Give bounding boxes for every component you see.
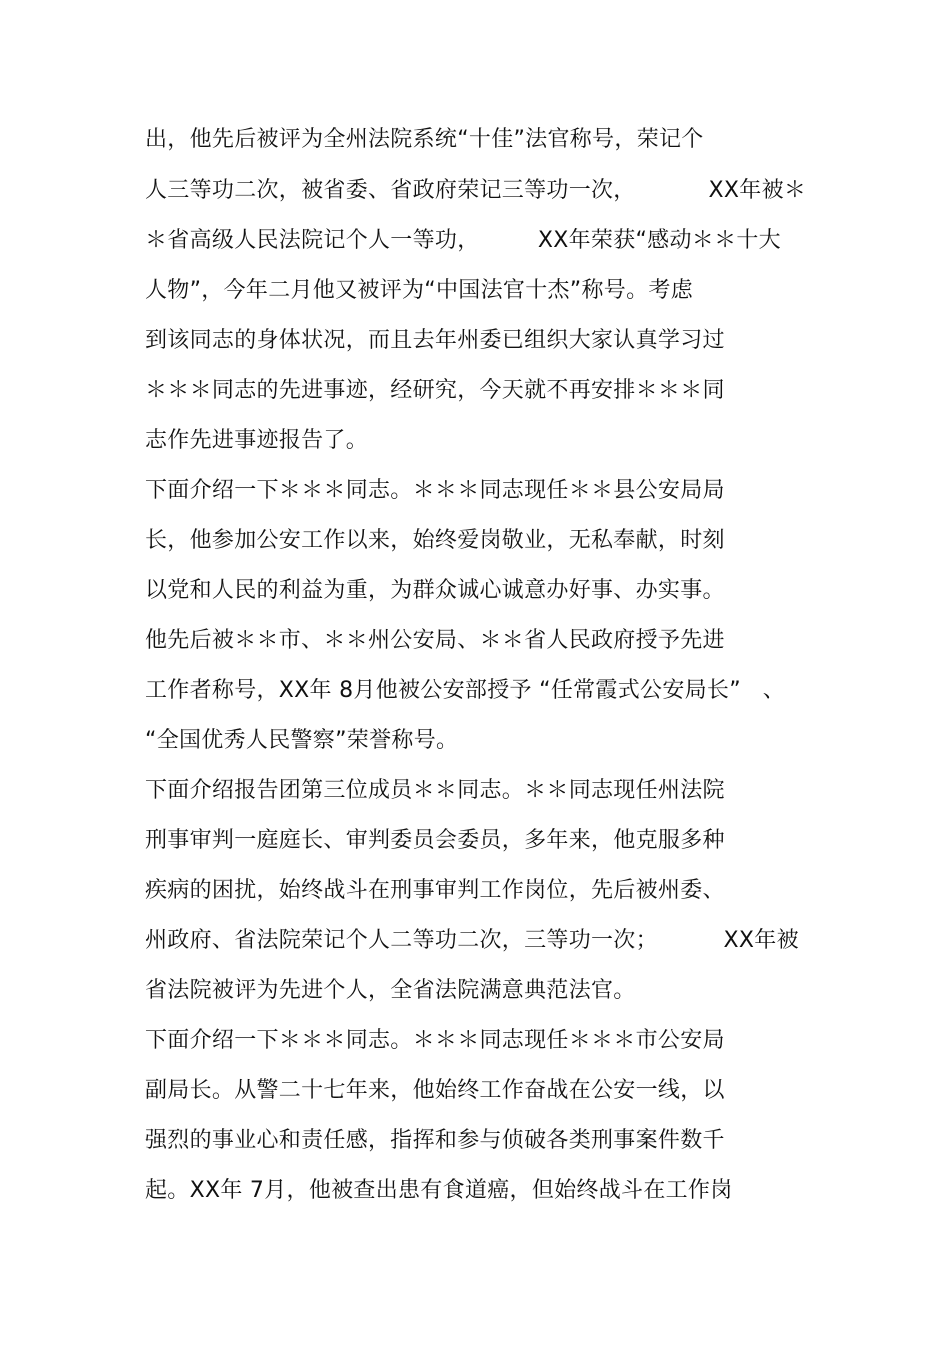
text-line: 以党和人民的利益为重，为群众诚心诚意办好事、办实事。 bbox=[145, 578, 725, 603]
text-line: 起。XX年 7月，他被查出患有食道癌，但始终战斗在工作岗 bbox=[145, 1178, 733, 1203]
text-line: ＊省高级人民法院记个人一等功， XX年荣获“感动＊＊十大 bbox=[145, 228, 781, 253]
paragraph-start-line: 下面介绍报告团第三位成员＊＊同志。＊＊同志现任州法院 bbox=[145, 778, 725, 803]
text-line: ＊＊＊同志的先进事迹，经研究，今天就不再安排＊＊＊同 bbox=[145, 378, 725, 403]
text-line: 省法院被评为先进个人，全省法院满意典范法官。 bbox=[145, 978, 636, 1003]
text-line: 人物”，今年二月他又被评为“中国法官十杰”称号。考虑 bbox=[145, 278, 693, 303]
text-line: 志作先进事迹报告了。 bbox=[145, 428, 369, 453]
paragraph-start-line: 下面介绍一下＊＊＊同志。＊＊＊同志现任＊＊＊市公安局 bbox=[145, 1028, 725, 1053]
text-line: 长，他参加公安工作以来，始终爱岗敬业，无私奉献，时刻 bbox=[145, 528, 725, 553]
text-line: “全国优秀人民警察”荣誉称号。 bbox=[145, 728, 459, 753]
text-line: 强烈的事业心和责任感，指挥和参与侦破各类刑事案件数千 bbox=[145, 1128, 725, 1153]
text-line: 他先后被＊＊市、＊＊州公安局、＊＊省人民政府授予先进 bbox=[145, 628, 725, 653]
text-line: 副局长。从警二十七年来，他始终工作奋战在公安一线，以 bbox=[145, 1078, 725, 1103]
text-line: 州政府、省法院荣记个人二等功二次，三等功一次； XX年被 bbox=[145, 928, 799, 953]
text-line: 刑事审判一庭庭长、审判委员会委员，多年来，他克服多种 bbox=[145, 828, 725, 853]
paragraph-start-line: 下面介绍一下＊＊＊同志。＊＊＊同志现任＊＊县公安局局 bbox=[145, 478, 725, 503]
text-line: 人三等功二次，被省委、省政府荣记三等功一次， XX年被＊ bbox=[145, 178, 807, 203]
text-line: 工作者称号，XX年 8月他被公安部授予 “任常霞式公安局长” 、 bbox=[145, 678, 786, 703]
text-line: 出，他先后被评为全州法院系统“十佳”法官称号，荣记个 bbox=[145, 127, 704, 152]
text-line: 疾病的困扰，始终战斗在刑事审判工作岗位，先后被州委、 bbox=[145, 878, 725, 903]
text-line: 到该同志的身体状况，而且去年州委已组织大家认真学习过 bbox=[145, 328, 725, 353]
